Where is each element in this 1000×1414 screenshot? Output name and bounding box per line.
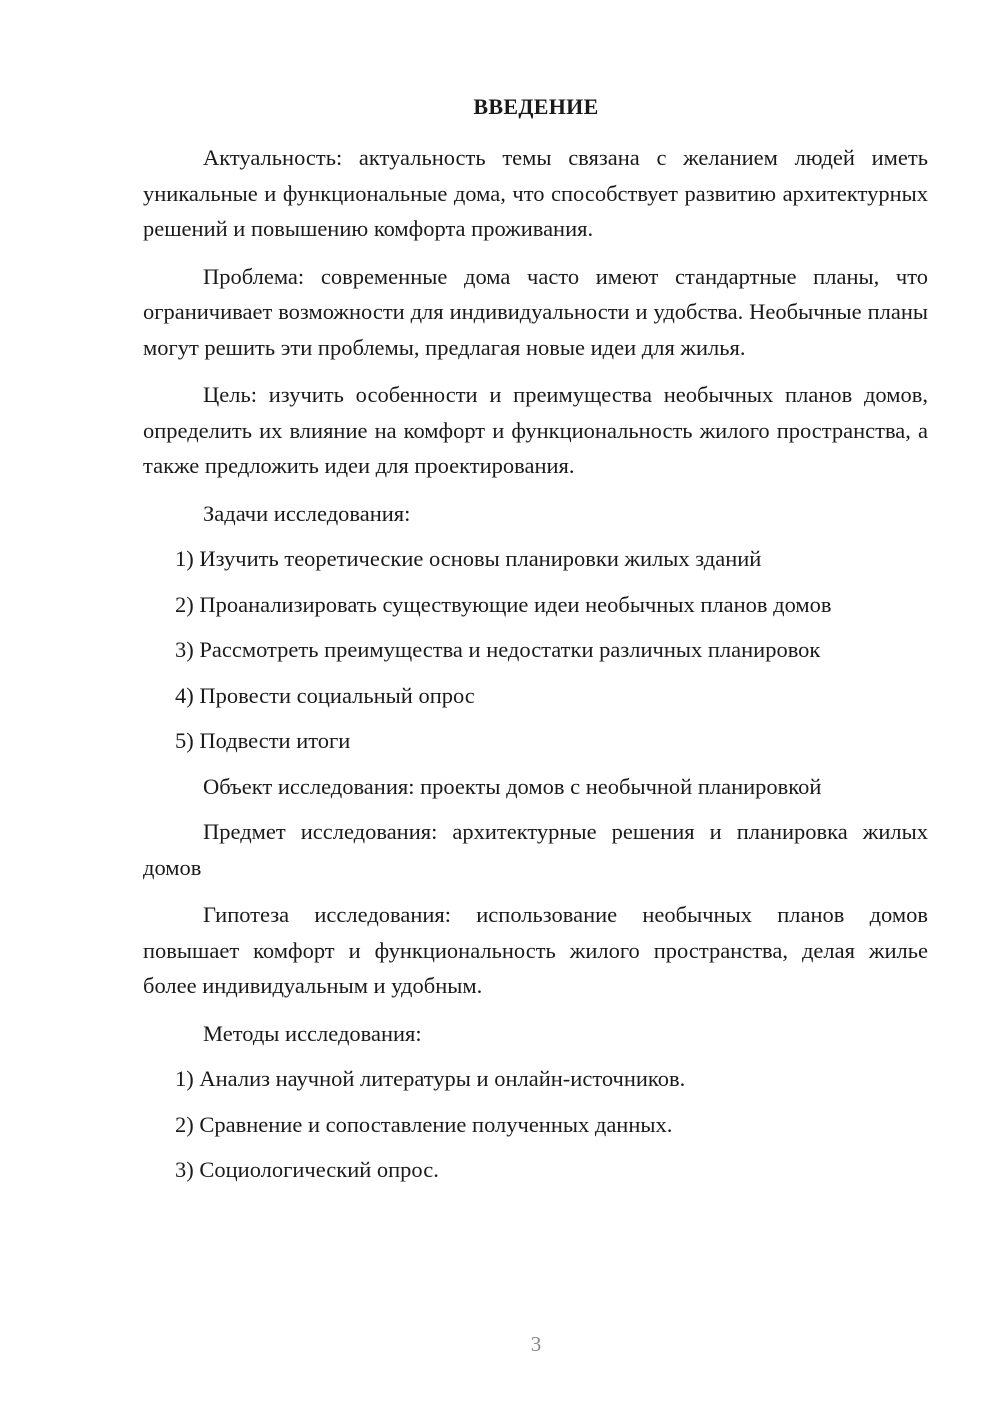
method-item: 2) Сравнение и сопоставление полученных данных. (175, 1111, 673, 1137)
task-item: 2) Проанализировать существующие идеи необычных планов домов (175, 591, 832, 617)
task-item: 4) Провести социальный опрос (175, 682, 475, 708)
tasks-label: Задачи исследования: (203, 500, 411, 526)
task-item: 5) Подвести итоги (175, 728, 351, 753)
page-number: 3 (530, 1332, 542, 1356)
object-paragraph: Объект исследования: проекты домов с необычной планировкой (203, 773, 822, 799)
page-body (143, 140, 928, 1198)
task-item: 3) Рассмотреть преимущества и недостатки различных планировок (175, 637, 821, 662)
relevance-paragraph: Актуальность: актуальность темы связана с желанием людей иметь уникальные и функциональные дома, что способствует развитию архитектурных решений и повышению комфорта проживания. (143, 145, 928, 241)
page-title: ВВЕДЕНИЕ (473, 94, 599, 119)
subject-paragraph: Предмет исследования: архитектурные решения и планировка жилых домов (143, 819, 928, 880)
method-item: 1) Анализ научной литературы и онлайн-источников. (175, 1066, 686, 1091)
method-item: 3) Социологический опрос. (175, 1157, 439, 1182)
problem-paragraph: Проблема: современные дома часто имеют стандартные планы, что ограничивает возможности для индивидуальности и удобства. Необычные планы могут решить эти проблемы, предлагая новые идеи для жилья. (143, 263, 928, 360)
hypothesis-paragraph: Гипотеза исследования: использование необычных планов домов повышает комфорт и функциональность жилого пространства, делая жилье более индивидуальным и удобным. (143, 902, 928, 998)
task-item: 1) Изучить теоретические основы планировки жилых зданий (175, 546, 762, 571)
goal-paragraph: Цель: изучить особенности и преимущества необычных планов домов, определить их влияние на комфорт и функциональность жилого пространства, а также предложить идеи для проектирования. (143, 382, 928, 478)
methods-label: Методы исследования: (203, 1020, 422, 1046)
